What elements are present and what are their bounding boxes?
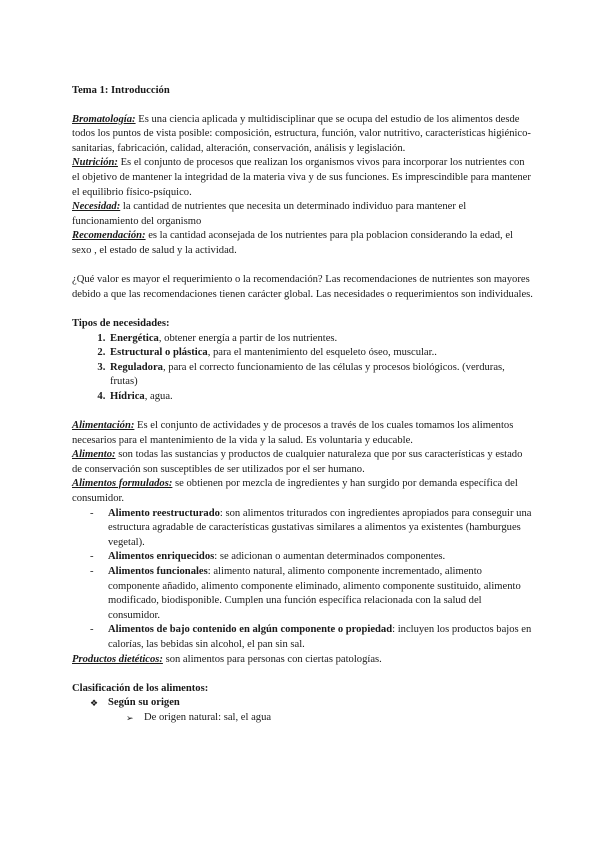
term: Necesidad: (72, 201, 121, 213)
item-text: , para el correcto funcionamiento de las células y procesos biológicos. (verduras, frutas) (110, 361, 505, 388)
diamond-bullet-icon: ❖ (90, 698, 99, 709)
definition-alimentos-formulados (72, 477, 534, 506)
definition-alimento (72, 448, 534, 477)
list-item (108, 346, 534, 361)
definition-text: son alimentos para personas con ciertas patologías. (162, 653, 382, 665)
item-text: : se adicionan o aumentan determinados componentes. (214, 551, 446, 563)
page-title: Tema 1: Introducción (72, 85, 170, 96)
term: Alimentos formulados: (72, 478, 173, 490)
dash-bullet: - (90, 507, 94, 519)
list-item (126, 711, 534, 726)
list-item (108, 332, 534, 347)
item-bold: Según su origen (108, 697, 180, 709)
definition-alimentacion (72, 419, 534, 448)
definition-text: Es el conjunto de procesos que realizan los organismos vivos para incorporar los nutrientes con el objetivo de mantener la integridad de la materia viva y de sus funciones. Es imprescindible para mantener el equilibrio físico-psíquico. (72, 157, 531, 198)
item-bold: Energética (110, 332, 159, 344)
dash-bullet: - (90, 624, 94, 636)
formulated-list (72, 507, 534, 653)
definition-necesidad (72, 200, 534, 229)
item-bold: Hídrica (110, 390, 145, 402)
definition-text: se obtienen por mezcla de ingredientes y han surgido por demanda específica del consumidor. (72, 478, 518, 505)
classification-heading: Clasificación de los alimentos: (72, 682, 209, 694)
term: Productos dietéticos: (72, 653, 163, 665)
needs-heading: Tipos de necesidades: (72, 317, 170, 329)
term: Recomendación: (72, 230, 146, 242)
definition-recomendacion (72, 229, 534, 258)
definition-bromatologia (72, 113, 534, 157)
item-text: : incluyen los productos bajos en calorías, las bebidas sin alcohol, el pan sin sal. (108, 624, 532, 650)
definition-productos-dieteticos (72, 653, 534, 668)
needs-list (72, 332, 534, 405)
term: Alimento: (72, 449, 116, 461)
dash-bullet: - (90, 551, 94, 563)
item-text: : son alimentos triturados con ingredientes apropiados para conseguir una estructura agradable de características gustativas similares a alimentos ya existentes (hamburgues vegetal). (108, 507, 532, 548)
document-body (72, 84, 534, 726)
list-item (108, 390, 534, 405)
item-text: De origen natural: sal, el agua (144, 711, 272, 723)
list-item (90, 696, 534, 725)
list-item (108, 361, 534, 390)
term: Nutrición: (72, 157, 118, 169)
item-bold: Alimentos de bajo contenido en algún componente o propiedad (108, 624, 393, 636)
list-item (90, 623, 534, 652)
item-text: , obtener energía a partir de los nutrientes. (158, 332, 338, 344)
item-bold: Estructural o plástica (110, 347, 208, 359)
list-item (90, 550, 534, 565)
item-bold: Alimentos enriquecidos (108, 551, 215, 563)
classification-list (72, 696, 534, 725)
item-text: : alimento natural, alimento componente incrementado, alimento componente añadido, alimento componente eliminado, alimento componente sustituido, alimento modificado, biodisponible. Cumplen una función específica relacionada con la salud del consumidor. (108, 566, 521, 621)
list-item (90, 565, 534, 623)
dash-bullet: - (90, 566, 94, 577)
definition-text: son todas las sustancias y productos de cualquier naturaleza que por sus características y estado de conservación son susceptibles de ser utilizados por el ser humano. (72, 449, 523, 475)
origin-sublist (108, 711, 534, 726)
item-text: , agua. (144, 390, 173, 402)
item-text: , para el mantenimiento del esqueleto óseo, muscular.. (207, 347, 437, 359)
term: Alimentación: (72, 420, 135, 432)
definition-text: Es una ciencia aplicada y multidisciplinar que se ocupa del estudio de los alimentos desde todos los puntos de vista posible: composición, estructura, función, valor nutritivo, características higiénico-sanitarias, fabricación, calidad, alteración, conservación, análisis y legislación. (72, 113, 531, 154)
list-item (90, 507, 534, 551)
definition-text: la cantidad de nutrientes que necesita un determinado individuo para mantener el funcionamiento del organismo (72, 201, 467, 227)
definition-text: es la cantidad aconsejada de los nutrientes para pla poblacion considerando la edad, el sexo , el estado de salud y la actividad. (72, 230, 513, 256)
item-bold: Reguladora (110, 361, 163, 373)
term: Bromatología: (72, 113, 136, 125)
item-bold: Alimento reestructurado (108, 507, 220, 519)
definition-text: Es el conjunto de actividades y de procesos a través de los cuales tomamos los alimentos necesarios para el mantenimiento de la vida y la salud. Es voluntaria y educable. (72, 420, 514, 446)
arrow-bullet-icon: ➢ (126, 712, 134, 723)
definition-nutricion (72, 156, 534, 200)
item-bold: Alimentos funcionales (108, 566, 208, 577)
question-paragraph: ¿Qué valor es mayor el requerimiento o la recomendación? Las recomendaciones de nutrientes son mayores debido a que las recomendaciones tienen carácter global. Las necesidades o requerimientos son individuales. (72, 274, 533, 300)
